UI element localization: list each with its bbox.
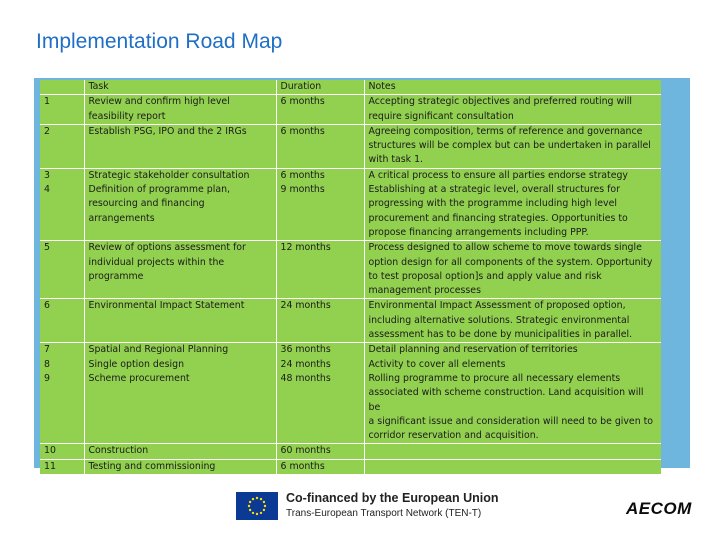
eu-star <box>256 497 258 499</box>
row-duration: 6 months 9 months <box>276 168 364 240</box>
table-row <box>40 299 661 343</box>
table-row <box>40 459 661 474</box>
row-number: 6 <box>40 299 84 343</box>
row-duration: 6 months <box>276 95 364 125</box>
eu-star <box>248 505 250 507</box>
table-row <box>40 444 661 459</box>
row-number: 7 8 9 <box>40 343 84 444</box>
row-notes: Environmental Impact Assessment of proposed option, including alternative solutions. Strategic environmental assessment has to be done by municipalities in parallel. <box>364 299 661 343</box>
row-task: Establish PSG, IPO and the 2 IRGs <box>84 124 276 168</box>
row-task: Review of options assessment for individual projects within the programme <box>84 241 276 299</box>
row-duration: 6 months <box>276 124 364 168</box>
row-notes: Detail planning and reservation of territories Activity to cover all elements Rolling programme to procure all necessary elements associated with scheme construction. Land acquisition will be a significant issue and consideration will need to be given to corridor reservation and acquisition. <box>364 343 661 444</box>
eu-flag-field <box>236 492 278 520</box>
row-task: Construction <box>84 444 276 459</box>
eu-star <box>256 513 258 515</box>
row-duration: 60 months <box>276 444 364 459</box>
row-task: Testing and commissioning <box>84 459 276 474</box>
header-task: Task <box>84 80 276 95</box>
table-row <box>40 168 661 240</box>
row-notes: Process designed to allow scheme to move towards single option design for all components of the system. Opportunity to test proposal option]s and apply value and risk management processes <box>364 241 661 299</box>
cofinanced-label: Co-financed by the European Union <box>286 491 499 505</box>
page-title: Implementation Road Map <box>36 30 283 53</box>
eu-star <box>252 512 254 514</box>
ten-t-label: Trans-European Transport Network (TEN-T) <box>286 508 482 519</box>
eu-star <box>260 512 262 514</box>
eu-star <box>252 498 254 500</box>
eu-star <box>249 509 251 511</box>
header-duration: Duration <box>276 80 364 95</box>
eu-flag-graphic <box>236 492 278 520</box>
table-row <box>40 343 661 444</box>
table-header-row <box>40 80 661 95</box>
row-duration: 24 months <box>276 299 364 343</box>
eu-star <box>263 501 265 503</box>
table-row <box>40 124 661 168</box>
row-number: 1 <box>40 95 84 125</box>
row-notes <box>364 459 661 474</box>
eu-star <box>249 501 251 503</box>
row-number: 5 <box>40 241 84 299</box>
row-task: Spatial and Regional Planning Single option design Scheme procurement <box>84 343 276 444</box>
row-task: Environmental Impact Statement <box>84 299 276 343</box>
eu-star <box>260 498 262 500</box>
row-number: 10 <box>40 444 84 459</box>
roadmap-table <box>40 80 661 475</box>
row-duration: 6 months <box>276 459 364 474</box>
aecom-logo: AECOM <box>626 499 692 518</box>
row-notes: A critical process to ensure all parties endorse strategy Establishing at a strategic level, overall structures for progressing with the programme including high level procurement and financing strategies. Opportunities to propose financing arrangements including PPP. <box>364 168 661 240</box>
row-notes: Accepting strategic objectives and preferred routing will require significant consultation <box>364 95 661 125</box>
row-number: 11 <box>40 459 84 474</box>
table-row <box>40 241 661 299</box>
row-number: 3 4 <box>40 168 84 240</box>
row-number: 2 <box>40 124 84 168</box>
eu-star <box>263 509 265 511</box>
row-task: Strategic stakeholder consultation Definition of programme plan, resourcing and financing arrangements <box>84 168 276 240</box>
row-task: Review and confirm high level feasibility report <box>84 95 276 125</box>
eu-flag-icon <box>236 492 278 520</box>
eu-star <box>264 505 266 507</box>
row-notes <box>364 444 661 459</box>
header-notes: Notes <box>364 80 661 95</box>
table-row <box>40 95 661 125</box>
row-duration: 12 months <box>276 241 364 299</box>
row-notes: Agreeing composition, terms of reference and governance structures will be complex but can be undertaken in parallel with task 1. <box>364 124 661 168</box>
header-number <box>40 80 84 95</box>
row-duration: 36 months 24 months 48 months <box>276 343 364 444</box>
